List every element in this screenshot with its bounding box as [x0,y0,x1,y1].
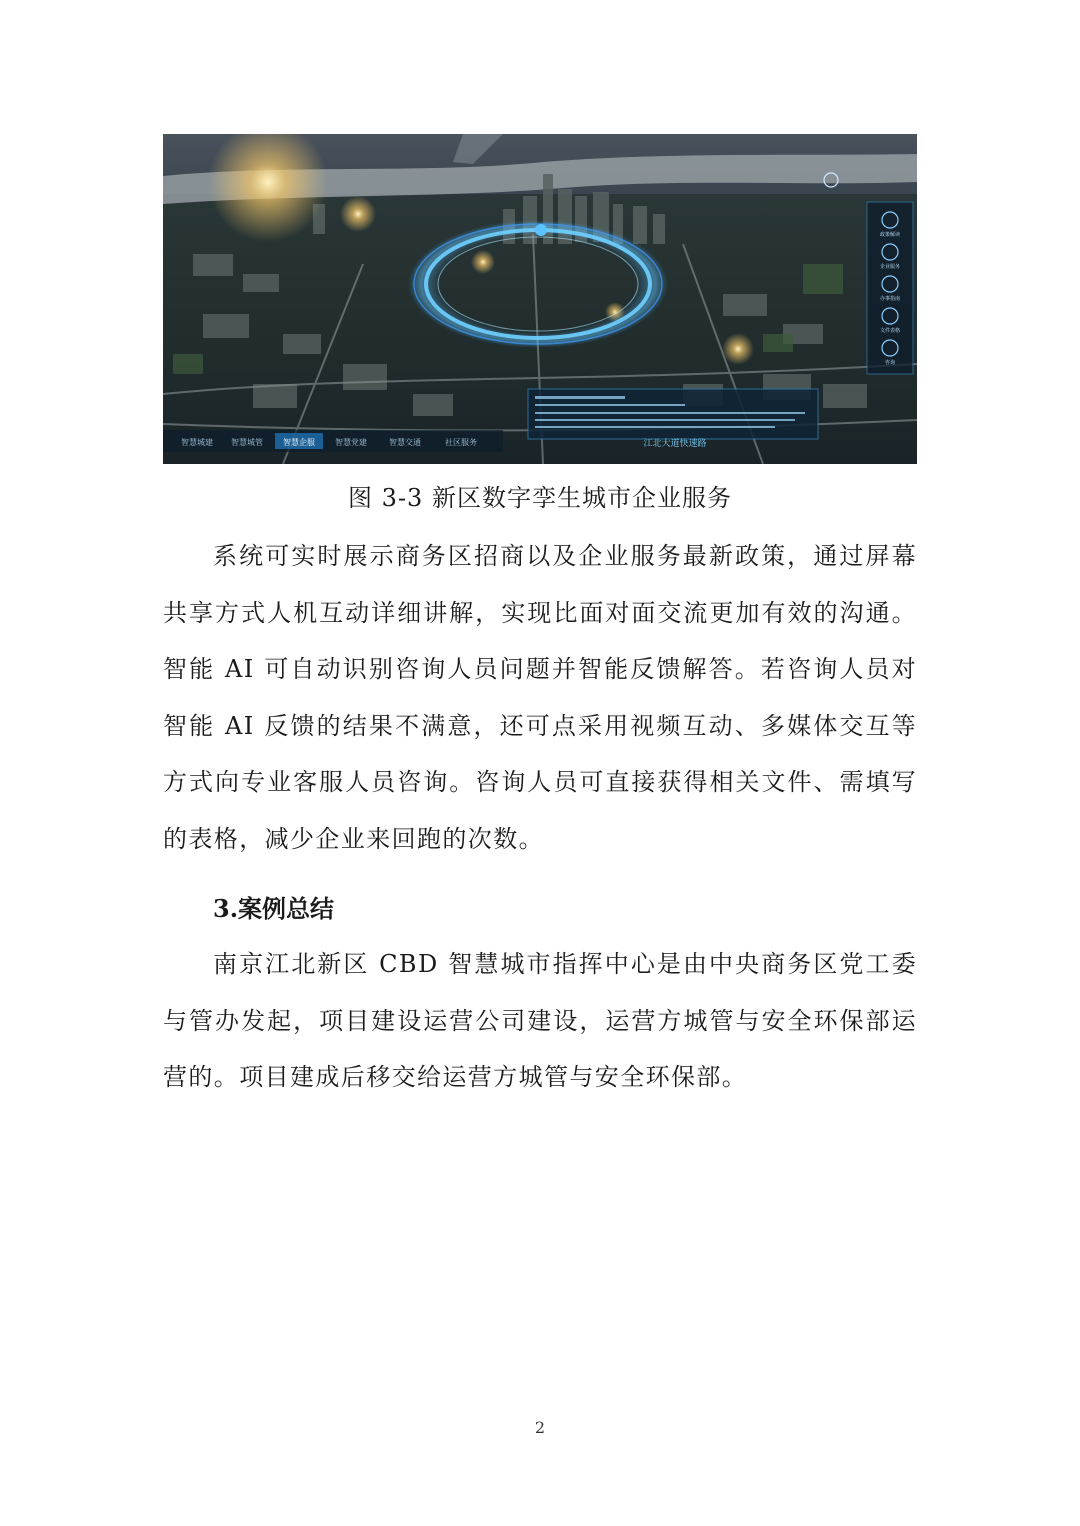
fig-side-button-5: 咨询 [884,360,896,366]
fig-tab-5: 智慧交通 [389,438,421,447]
fig-side-button-1: 政策解读 [879,232,901,238]
fig-tab-2: 智慧城管 [231,438,263,447]
fig-tab-1: 智慧城建 [181,438,213,447]
city-digital-twin-image [163,134,917,464]
fig-tab-4: 智慧党建 [335,438,367,447]
fig-side-button-3: 办事指南 [879,296,901,302]
paragraph-case-summary: 南京江北新区 CBD 智慧城市指挥中心是由中央商务区党工委与管办发起，项目建设运营公司建设，运营方城管与安全环保部运营的。项目建成后移交给运营方城管与安全环保部。 [163,950,917,1091]
fig-tab-3-active: 智慧企服 [283,438,315,447]
road-label: 江北大道快速路 [643,439,707,449]
figure-caption: 图 3-3 新区数字孪生城市企业服务 [348,484,732,512]
fig-tab-6: 社区服务 [445,438,477,447]
page-number: 2 [534,1418,546,1437]
section-heading-case-summary: 3.案例总结 [213,894,335,923]
paragraph-system-description: 系统可实时展示商务区招商以及企业服务最新政策，通过屏幕共享方式人机互动详细讲解，实现比面对面交流更加有效的沟通。智能 AI 可自动识别咨询人员问题并智能反馈解答。若咨询人员对智能 AI 反馈的结果不满意，还可点采用视频互动、多媒体交互等方式向专业客服人员咨询。咨询人员可直接获得相关文件、需填写的表格，减少企业来回跑的次数。 [163,542,917,853]
fig-side-button-2: 企业服务 [879,264,901,270]
fig-side-button-4: 文件表格 [879,328,901,334]
